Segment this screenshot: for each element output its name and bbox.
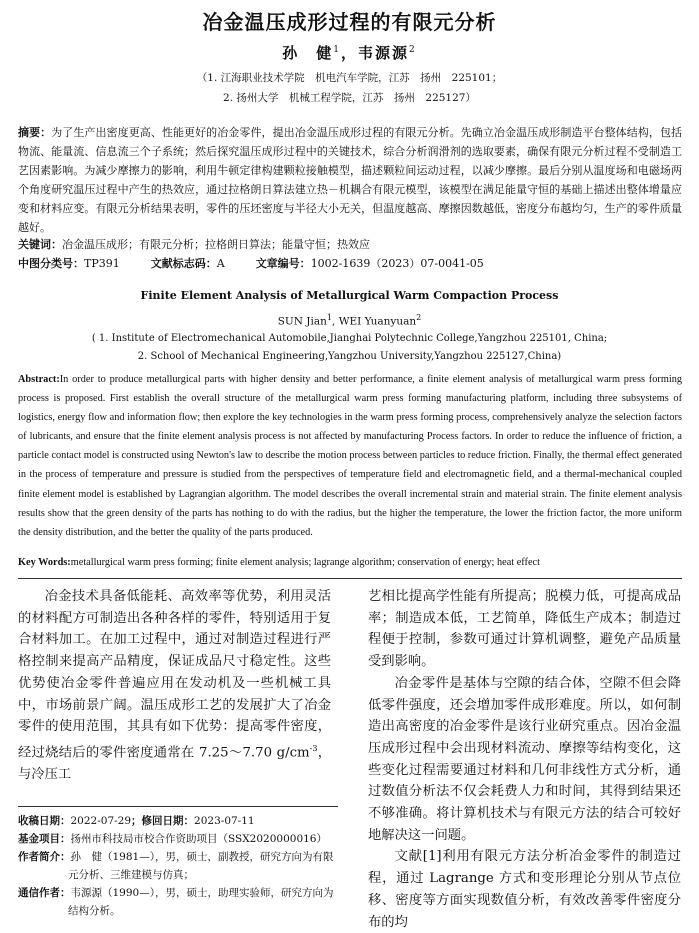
affiliation-line: （1. 江海职业技术学院 机电汽车学院，江苏 扬州 225101； — [196, 72, 503, 84]
paper-title: 冶金温压成形过程的有限元分析 — [202, 10, 497, 34]
doc-code-value: A — [216, 257, 225, 270]
keywords-label: 关键词： — [18, 238, 62, 251]
corresponding-author-label: 通信作者： — [18, 887, 71, 899]
english-title: Finite Element Analysis of Metallurgical Warm Compaction Process — [140, 289, 559, 302]
body-right-column — [368, 586, 681, 933]
revised-label: ；修回日期： — [131, 815, 195, 827]
article-number-value: 1002-1639（2023）07-0041-05 — [310, 257, 484, 270]
clc-value: TP391 — [84, 257, 120, 270]
author-name: SUN Jian — [277, 315, 327, 328]
affiliation-marker: 1 — [326, 313, 332, 322]
body-paragraph: 冶金技术具备低能耗、高效率等优势，利用灵活的材料配方可制造出各种各样的零件，特别适用于复合材料加工。在加工过程中，通过对制造过程进行严格控制来提高产品精度，保证成品尺寸稳定性。这些优势使冶金零件普遍应用在发动机及一些机械工具中，市场前景广阔。温压成形工艺的发展扩大了冶金零件的使用范围，其具有如下优势：提高零件密度，经过烧结后的零件密度通常在 7.25～7.70 g/cm — [18, 589, 331, 761]
body-paragraph: 艺相比提高学性能有所提高；脱模力低，可提高成品率；制造成本低，工艺简单，降低生产成本；制造过程便于控制，参数可通过计算机调整，避免产品质量受到影响。 — [368, 589, 681, 670]
fund-text: 扬州市科技局市校合作资助项目（SSX2020000016） — [70, 833, 327, 845]
english-affiliation-line: ( 1. Institute of Electromechanical Automobile,Jianghai Polytechnic College,Yangzhou 225101, China; — [91, 333, 608, 344]
received-label: 收稿日期： — [18, 815, 71, 827]
author-list — [0, 42, 699, 63]
abstract-cn — [18, 123, 682, 237]
body-paragraph: 冶金零件是基体与空隙的结合体，空隙不但会降低零件强度，还会增加零件成形难度。所以，如何制造出高密度的冶金零件是该行业研究重点。因冶金温压成形过程中会出现材料流动、摩擦等结构变化，这些变化过程需要通过材料和几何非线性方式分析，通过数值分析法不仅会耗费人力和时间，其得到结果还不够准确。将计算机技术与有限元方法的结合可较好地解决这一问题。 — [368, 675, 681, 843]
doc-code-label: 文献标志码： — [150, 257, 217, 270]
affiliation-marker: 2 — [409, 45, 417, 55]
fund-label: 基金项目： — [18, 833, 71, 845]
fund-line — [18, 830, 340, 848]
received-date-line — [18, 812, 340, 830]
author-bio-text: 孙 健（1981—），男，硕士，副教授，研究方向为有限元分析、三维建模与仿真； — [68, 851, 334, 881]
author-name: 孙 健 — [282, 44, 334, 62]
article-number-label: 文章编号： — [255, 257, 311, 270]
affiliation-marker: 2 — [416, 313, 422, 322]
author-bio-line — [18, 848, 340, 884]
body-paragraph: 文献[1]利用有限元方法分析冶金零件的制造过程，通过 Lagrange 方式和变形理论分别从节点位移、密度等方面实现数值分析，有效改善零件密度分布的均 — [368, 849, 681, 930]
body-left-column — [18, 586, 331, 786]
author-name: WEI Yuanyuan — [338, 315, 417, 328]
corresponding-author-text: 韦源源（1990—），男，硕士，助理实验师，研究方向为结构分析。 — [68, 887, 334, 917]
author-separator: , — [332, 315, 339, 328]
english-affiliation-line: 2. School of Mechanical Engineering,Yangzhou University,Yangzhou 225127,China) — [137, 351, 562, 362]
author-name: 韦源源 — [358, 44, 410, 62]
author-separator: ， — [340, 44, 358, 62]
english-keywords-text: metallurgical warm press forming; finite element analysis; lagrange algorithm; conservation of energy; heat effect — [70, 557, 540, 568]
keywords-cn — [18, 235, 682, 254]
english-keywords-label: Key Words: — [18, 557, 71, 568]
body-paragraph-tail: ，与冷压工 — [18, 745, 331, 783]
keywords-text: 冶金温压成形；有限元分析；拉格朗日算法；能量守恒；热效应 — [62, 238, 370, 251]
english-abstract-text: In order to produce metallurgical parts with higher density and better performance, a finite element analysis of metallurgical warm press forming process is proposed. First establish the overall structure of the metallurgical warm press forming manufacturing platform, including three subsystems of logistics, energy flow and information flow; then explore the key technologies in the warm press forming process, comprehensively analyze the selection factors of lubricants, and ensure that the finite element analysis process is not affected by manufacturing Process factors. In order to reduce the influence of friction, a particle contact model is constructed using Newton's law to describe the motion process between particles to reduce friction. Finally, the thermal effect generated in the process of temperature and pressure is studied from the perspectives of temperature field and electromagnetic field, and a thermal-mechanical coupled finite element model is established by Lagrangian algorithm. The model describes the overall incremental strain and material strain. The finite element analysis results show that the green density of the parts has nothing to do with the radius, but the higher the temperature, the lower the friction factor, the more uniform the density distribution, and the better the quality of the parts produced. — [18, 374, 682, 538]
english-keywords — [18, 557, 682, 568]
section-divider — [18, 578, 682, 579]
corresponding-author-line — [18, 884, 340, 920]
english-authors — [0, 313, 699, 328]
english-abstract-label: Abstract: — [18, 374, 60, 385]
affiliation-marker: 1 — [333, 45, 341, 55]
affiliation-line: 2. 扬州大学 机械工程学院，江苏 扬州 225127） — [223, 92, 476, 104]
abstract-label: 摘要： — [18, 126, 52, 139]
footnote-divider — [18, 806, 338, 807]
author-bio-label: 作者简介： — [18, 851, 71, 863]
english-abstract — [18, 370, 682, 542]
revised-date: 2023-07-11 — [194, 815, 255, 827]
unit-exponent: -3 — [309, 743, 318, 753]
footnotes — [18, 812, 340, 920]
classification-line — [18, 254, 682, 273]
clc-label: 中图分类号： — [18, 257, 84, 270]
abstract-text: 为了生产出密度更高、性能更好的冶金零件，提出冶金温压成形过程的有限元分析。先确立冶金温压成形制造平台整体结构，包括物流、能量流、信息流三个子系统；然后探究温压成形过程中的关键技术，综合分析润滑剂的选取要素，确保有限元分析过程不受制造工艺因素影响。为减少摩擦力的影响，利用牛顿定律构建颗粒接触模型，描述颗粒间运动过程，以减少摩擦。最后分别从温度场和电磁场两个角度研究温压过程中产生的热效应，通过拉格朗日算法建立热－机耦合有限元模型，该模型在满足能量守恒的基础上描述出整体增量应变和材料应变。有限元分析结果表明，零件的压坯密度与半径大小无关，但温度越高、摩擦因数越低，密度分布越均匀，生产的零件质量越好。 — [18, 126, 683, 234]
received-date: 2022-07-29 — [70, 815, 132, 827]
